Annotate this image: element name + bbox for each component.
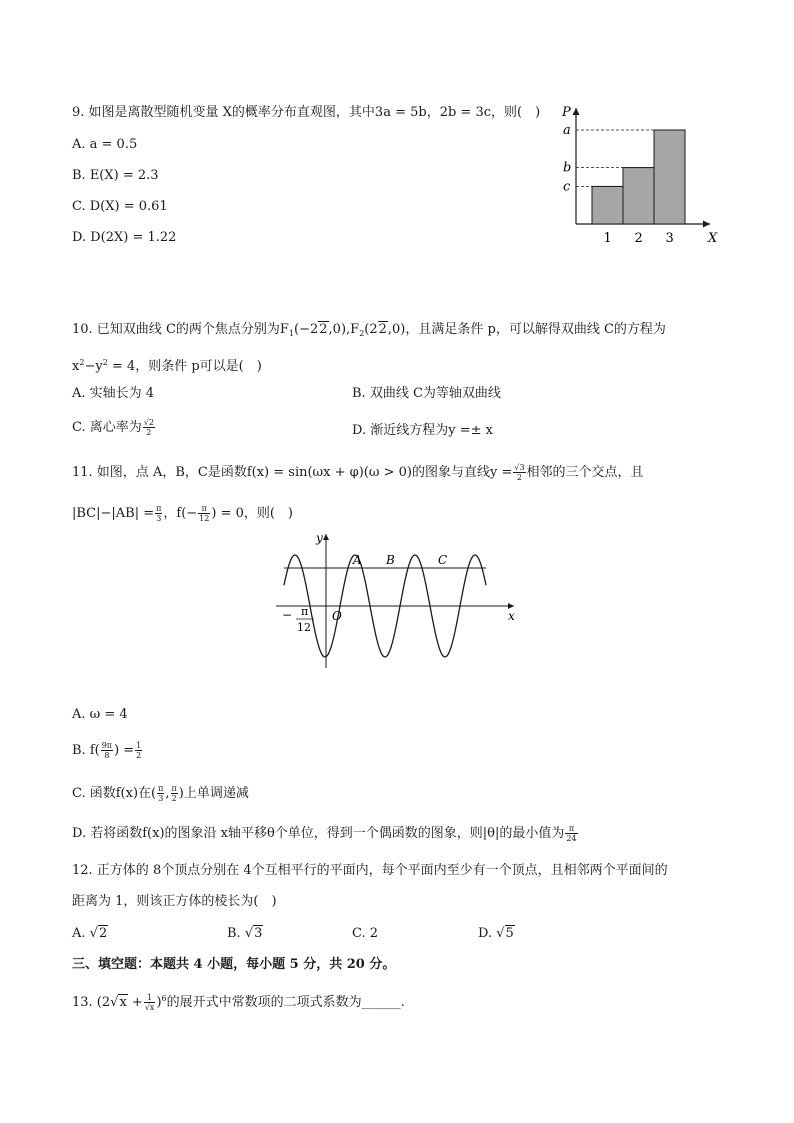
q9-tick-label-3: 3	[665, 231, 674, 246]
q9-level-label-b: b	[563, 160, 572, 176]
q9-tick-label-2: 2	[634, 231, 643, 246]
q9-option-a: A. a = 0.5	[72, 137, 138, 152]
q9-y-label: P	[562, 105, 571, 120]
q11-stem-line1: 11. 如图，点 A，B，C是函数f(x) = sin(ωx + φ)(ω > 0)的图象与直线y = $\frac{√3}{2}$ 相邻的三个交点，且	[72, 463, 644, 482]
q12-option-d: D. √5	[478, 926, 514, 941]
q9-option-b: B. E(X) = 2.3	[72, 168, 159, 183]
q10-option-c: C. 离心率为 $\frac{√2}{2}$	[72, 418, 154, 437]
q11-option-c: C. 函数f(x)在( $\frac{\pi}{3}$ , $\frac{\pi}{2}$ )上单调递减	[72, 784, 249, 803]
q11-point-a: A	[353, 553, 362, 567]
q9-stem: 9. 如图是离散型随机变量 X的概率分布直观图，其中3a = 5b，2b = 3c，则( )	[72, 105, 541, 120]
q11-stem-line2: |BC|−|AB| = $\frac{\pi}{3}$ ，f(− $\frac{\pi}{12}$ ) = 0，则( )	[72, 504, 294, 523]
q10-stem-line1: 10. 已知双曲线 C的两个焦点分别为$F_1(-22,0),F_2(22,0)$，且满足条件 p，可以解得双曲线 C的方程为	[72, 322, 666, 338]
q10-stem-line2: $x^2-y^2 = 4$，则条件 p可以是( )	[72, 358, 262, 374]
q9-bar-1	[592, 186, 623, 224]
q9-level-label-c: c	[563, 179, 571, 195]
q11-point-b: B	[386, 553, 395, 567]
q9-tick-label-1: 1	[603, 231, 612, 246]
q11-option-a: A. ω = 4	[72, 707, 128, 722]
q12-stem-line1: 12. 正方体的 8个顶点分别在 4个互相平行的平面内，每个平面内至少有一个顶点，且相邻两个平面间的	[72, 863, 668, 878]
q11-y-label: y	[316, 531, 323, 545]
q11-origin-label: O	[332, 609, 342, 623]
q12-option-b: B. √3	[227, 926, 263, 941]
q9-x-label: X	[708, 231, 718, 246]
q9-level-label-a: a	[563, 123, 571, 138]
section-heading: 三、填空题：本题共 4 小题，每小题 5 分，共 20 分。	[72, 957, 396, 972]
q11-point-c: C	[438, 553, 448, 567]
q13-stem: 13. (2√x + $\frac{1}{√x}$ )$^6$的展开式中常数项的二项式系数为______.	[72, 993, 405, 1012]
q11-option-b: B. f( $\frac{9\pi}{8}$ ) = $\frac{1}{2}$	[72, 741, 142, 760]
q9-bar-chart	[550, 100, 730, 250]
q11-tick-numerator: π	[301, 605, 309, 618]
q12-option-a: A. √2	[72, 926, 108, 941]
q11-sine-graph	[270, 528, 530, 673]
q9-bar-3	[654, 130, 685, 224]
q10-option-d: D. 渐近线方程为y =± x	[352, 423, 493, 438]
q11-tick-sign: −	[282, 608, 293, 622]
q10-option-a: A. 实轴长为 4	[72, 386, 155, 401]
q12-option-c: C. 2	[352, 926, 379, 941]
q12-stem-line2: 距离为 1，则该正方体的棱长为( )	[72, 894, 277, 909]
q10-option-b: B. 双曲线 C为等轴双曲线	[352, 386, 501, 401]
q9-bar-2	[623, 168, 654, 224]
q9-option-c: C. D(X) = 0.61	[72, 199, 168, 214]
q11-option-d: D. 若将函数f(x)的图象沿 x轴平移θ个单位，得到一个偶函数的图象，则|θ|的最小值为 $\frac{\pi}{24}$	[72, 824, 577, 843]
q11-x-label: x	[508, 609, 515, 623]
q9-option-d: D. D(2X) = 1.22	[72, 230, 177, 245]
q11-tick-denominator: 12	[297, 621, 311, 634]
